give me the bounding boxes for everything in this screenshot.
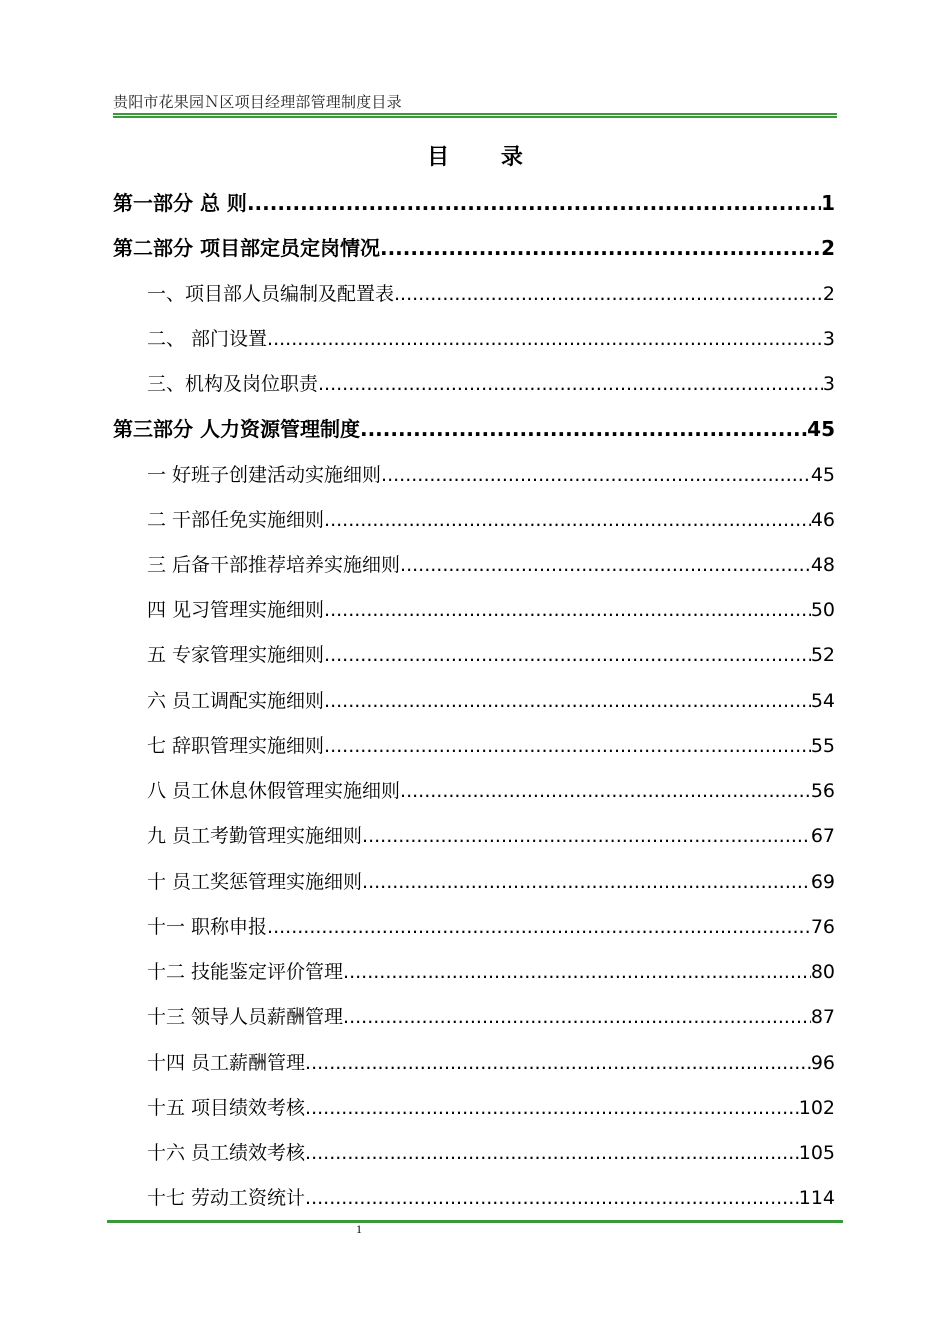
toc-leader-dots (324, 644, 811, 666)
toc-leader-dots (324, 599, 811, 621)
toc-entry-page: 54 (810, 690, 835, 712)
toc-entry-page: 45 (807, 417, 835, 441)
header-rule-thin (113, 113, 837, 115)
toc-entry-page: 55 (810, 735, 835, 757)
toc-entry-page: 46 (810, 509, 835, 531)
toc-leader-dots (380, 236, 821, 260)
toc-leader-dots (343, 961, 811, 983)
toc-entry-page: 87 (810, 1006, 835, 1028)
toc-leader-dots (400, 554, 811, 576)
toc-entry-page: 1 (821, 191, 835, 215)
toc-entry-label: 二 干部任免实施细则 (147, 509, 325, 531)
toc-leader-dots (394, 283, 823, 305)
toc-leader-dots (362, 871, 811, 893)
toc-entry-label: 十四 员工薪酬管理 (147, 1052, 306, 1074)
footer-page-number: 1 (356, 1222, 362, 1236)
toc-entry-page: 2 (822, 283, 835, 305)
toc-entry-page: 45 (810, 464, 835, 486)
toc-leader-dots (267, 328, 823, 350)
toc-entry-label: 第三部分 人力资源管理制度 (113, 417, 360, 441)
toc-entry-page: 52 (810, 644, 835, 666)
toc-entry-page: 114 (798, 1187, 835, 1209)
toc-entry-page: 3 (822, 328, 835, 350)
toc-entry-label: 十七 劳动工资统计 (147, 1187, 306, 1209)
toc-entry-page: 67 (810, 825, 835, 847)
toc-entry-page: 56 (810, 780, 835, 802)
toc-entry-label: 九 员工考勤管理实施细则 (147, 825, 363, 847)
toc-entry-page: 80 (810, 961, 835, 983)
toc-entry-label: 十五 项目绩效考核 (147, 1097, 306, 1119)
toc-entry-label: 一、项目部人员编制及配置表 (147, 283, 395, 305)
toc-entry-label: 六 员工调配实施细则 (147, 690, 325, 712)
toc-entry-page: 50 (810, 599, 835, 621)
toc-entry[interactable] (147, 1138, 835, 1168)
toc-entry-page: 96 (810, 1052, 835, 1074)
toc-entry-label: 一 好班子创建活动实施细则 (147, 464, 382, 486)
toc-leader-dots (318, 373, 823, 395)
toc-entry[interactable] (113, 232, 835, 262)
toc-leader-dots (343, 1006, 811, 1028)
toc-leader-dots (305, 1052, 811, 1074)
toc-entry[interactable] (113, 413, 835, 443)
toc-entry[interactable] (147, 912, 835, 942)
toc-leader-dots (324, 509, 811, 531)
footer-rule (107, 1220, 843, 1223)
toc-entry[interactable] (147, 1183, 835, 1213)
toc-entry-label: 三 后备干部推荐培养实施细则 (147, 554, 401, 576)
toc-entry-label: 第二部分 项目部定员定岗情况 (113, 236, 380, 260)
toc-entry[interactable] (147, 369, 835, 399)
toc-entry[interactable] (147, 731, 835, 761)
toc-leader-dots (305, 1142, 799, 1164)
toc-entry-label: 八 员工休息休假管理实施细则 (147, 780, 401, 802)
toc-entry-label: 三、机构及岗位职责 (147, 373, 319, 395)
toc-entry[interactable] (147, 324, 835, 354)
toc-entry-label: 四 见习管理实施细则 (147, 599, 325, 621)
toc-entry-page: 2 (821, 236, 835, 260)
toc-entry-label: 七 辞职管理实施细则 (147, 735, 325, 757)
toc-entry[interactable] (147, 1002, 835, 1032)
toc-leader-dots (267, 916, 811, 938)
toc-entry-page: 3 (822, 373, 835, 395)
toc-entry-label: 第一部分 总 则 (113, 191, 247, 215)
toc-entry-label: 二、 部门设置 (147, 328, 268, 350)
page-header-title: 贵阳市花果园Ｎ区项目经理部管理制度目录 (113, 93, 402, 111)
toc-entry-page: 76 (810, 916, 835, 938)
toc-entry-label: 十六 员工绩效考核 (147, 1142, 306, 1164)
toc-entry[interactable] (147, 505, 835, 535)
toc-leader-dots (247, 191, 821, 215)
toc-entry[interactable] (113, 187, 835, 217)
toc-entry-label: 十 员工奖惩管理实施细则 (147, 871, 363, 893)
toc-entry-label: 十三 领导人员薪酬管理 (147, 1006, 344, 1028)
toc-leader-dots (324, 735, 811, 757)
header-rule-thick (113, 116, 837, 118)
toc-entry[interactable] (147, 686, 835, 716)
toc-leader-dots (362, 825, 811, 847)
toc-entry[interactable] (147, 776, 835, 806)
toc-entry[interactable] (147, 460, 835, 490)
toc-entry[interactable] (147, 595, 835, 625)
toc-leader-dots (305, 1187, 799, 1209)
toc-entry[interactable] (147, 821, 835, 851)
toc-entry-label: 五 专家管理实施细则 (147, 644, 325, 666)
toc-entry-page: 105 (798, 1142, 835, 1164)
toc-leader-dots (324, 690, 811, 712)
toc-entry-page: 48 (810, 554, 835, 576)
toc-leader-dots (400, 780, 811, 802)
toc-entry[interactable] (147, 640, 835, 670)
toc-entry[interactable] (147, 1048, 835, 1078)
toc-entry-page: 102 (798, 1097, 835, 1119)
toc-heading: 目 录 (427, 145, 545, 170)
toc-entry[interactable] (147, 550, 835, 580)
toc-entry[interactable] (147, 1093, 835, 1123)
toc-leader-dots (360, 417, 807, 441)
toc-entry-label: 十二 技能鉴定评价管理 (147, 961, 344, 983)
toc-entry-label: 十一 职称申报 (147, 916, 268, 938)
toc-entry[interactable] (147, 867, 835, 897)
toc-entry-page: 69 (810, 871, 835, 893)
toc-leader-dots (305, 1097, 799, 1119)
toc-leader-dots (381, 464, 811, 486)
toc-entry[interactable] (147, 279, 835, 309)
toc-entry[interactable] (147, 957, 835, 987)
